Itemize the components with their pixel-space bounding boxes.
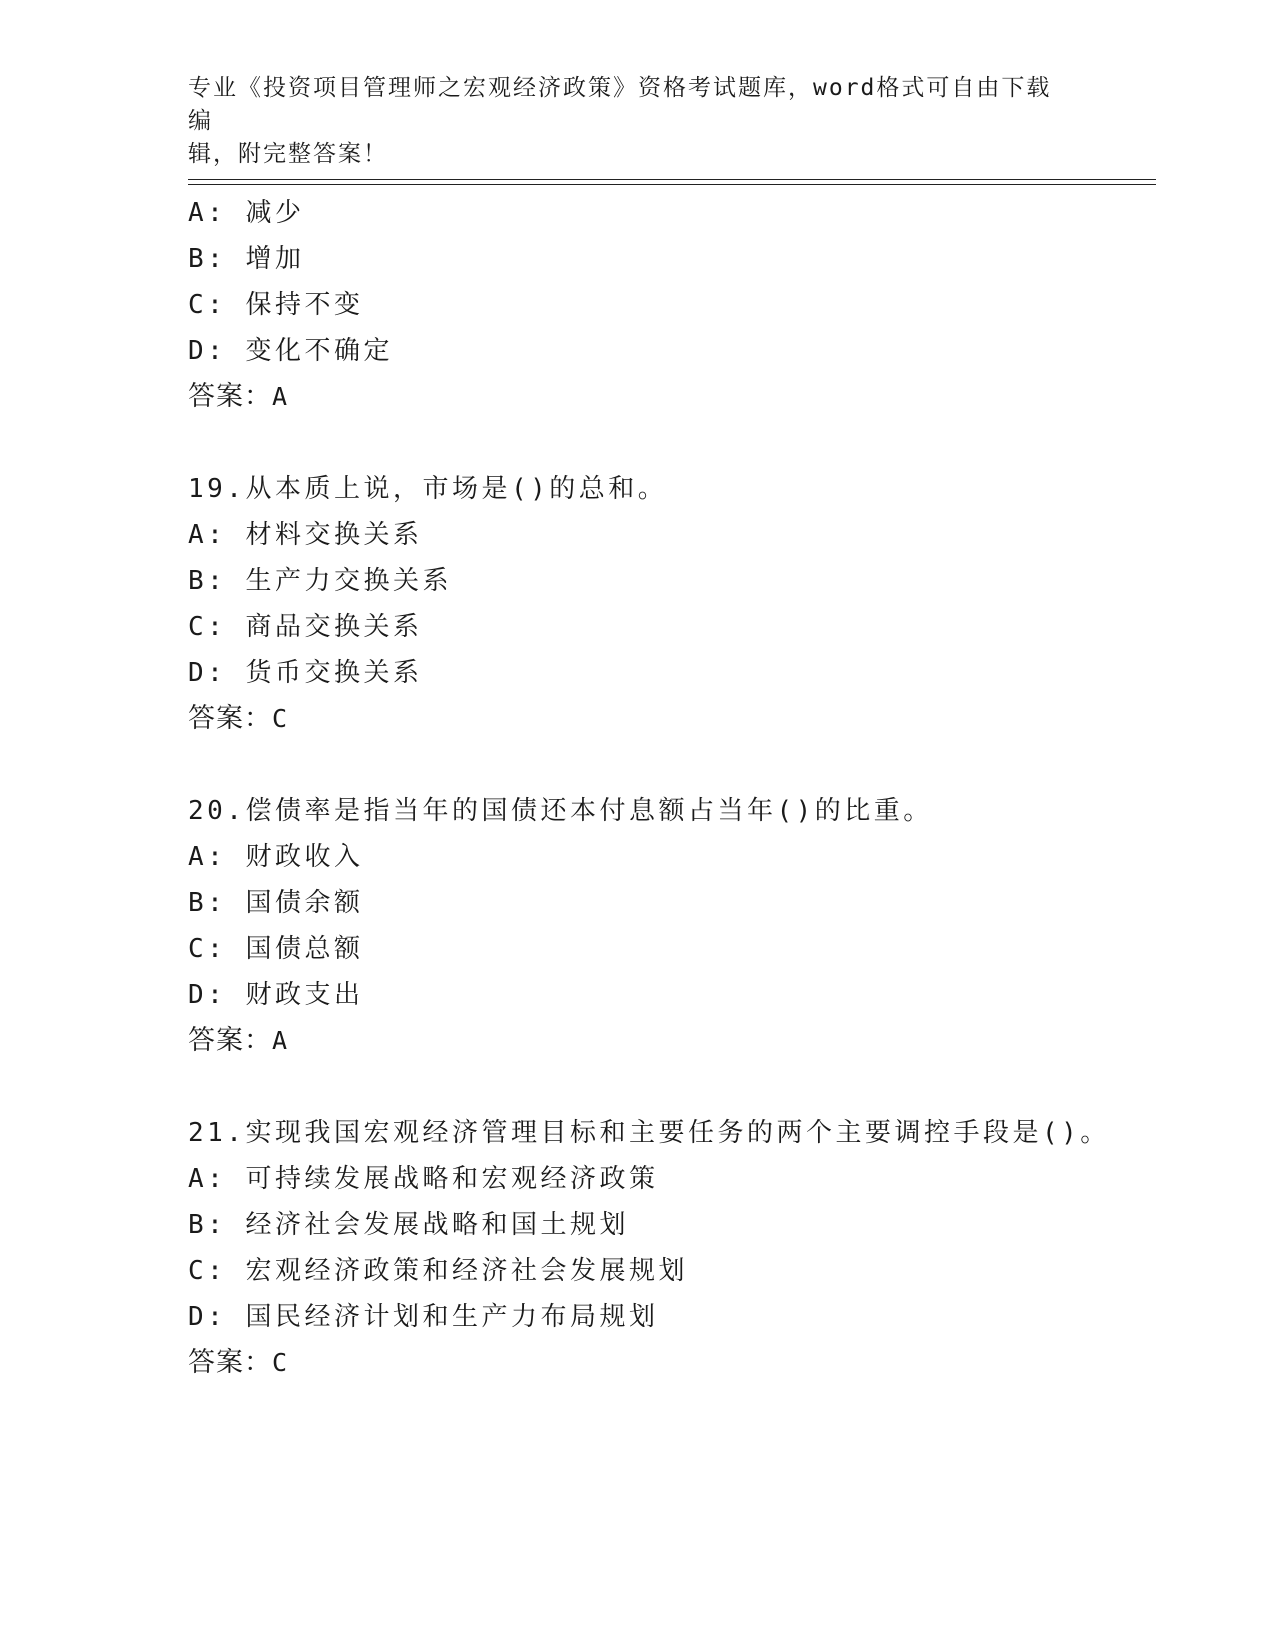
answer-value: C xyxy=(272,704,289,733)
option-d: D: 货币交换关系 xyxy=(188,658,423,688)
option-a: A: 减少 xyxy=(188,198,305,228)
header-title-line-1: 专业《投资项目管理师之宏观经济政策》资格考试题库，word格式可自由下载编 xyxy=(188,75,1052,134)
answer-label: 答案： xyxy=(188,381,272,412)
answer-value: A xyxy=(272,382,289,411)
answer-value: A xyxy=(272,1026,289,1055)
spacer xyxy=(188,1064,1156,1110)
question-block-20 xyxy=(188,788,1156,1064)
answer-line xyxy=(188,374,1156,420)
spacer xyxy=(188,420,1156,466)
option-d: D: 国民经济计划和生产力布局规划 xyxy=(188,1302,659,1332)
answer-label: 答案： xyxy=(188,1347,272,1378)
answer-line xyxy=(188,1340,1156,1386)
answer-label: 答案： xyxy=(188,1025,272,1056)
answer-label: 答案： xyxy=(188,703,272,734)
question-block-21 xyxy=(188,1110,1156,1386)
option-a: A: 财政收入 xyxy=(188,842,364,872)
question-text: 21.实现我国宏观经济管理目标和主要任务的两个主要调控手段是()。 xyxy=(188,1118,1110,1148)
option-b: B: 生产力交换关系 xyxy=(188,566,452,596)
document-header xyxy=(188,72,1068,171)
answer-line xyxy=(188,696,1156,742)
option-b: B: 国债余额 xyxy=(188,888,364,918)
answer-line xyxy=(188,1018,1156,1064)
option-d: D: 财政支出 xyxy=(188,980,364,1010)
answer-value: C xyxy=(272,1348,289,1377)
option-b: B: 经济社会发展战略和国土规划 xyxy=(188,1210,629,1240)
option-b: B: 增加 xyxy=(188,244,305,274)
header-title-line-2: 辑，附完整答案！ xyxy=(188,141,388,167)
option-c: C: 宏观经济政策和经济社会发展规划 xyxy=(188,1256,688,1286)
question-block-18 xyxy=(188,190,1156,420)
question-block-19 xyxy=(188,466,1156,742)
option-c: C: 国债总额 xyxy=(188,934,364,964)
question-text: 19.从本质上说，市场是()的总和。 xyxy=(188,474,668,504)
question-list xyxy=(188,190,1156,1386)
option-c: C: 保持不变 xyxy=(188,290,364,320)
option-d: D: 变化不确定 xyxy=(188,336,393,366)
option-a: A: 材料交换关系 xyxy=(188,520,423,550)
option-a: A: 可持续发展战略和宏观经济政策 xyxy=(188,1164,659,1194)
option-c: C: 商品交换关系 xyxy=(188,612,423,642)
header-divider xyxy=(188,179,1156,185)
spacer xyxy=(188,742,1156,788)
question-text: 20.偿债率是指当年的国债还本付息额占当年()的比重。 xyxy=(188,796,933,826)
